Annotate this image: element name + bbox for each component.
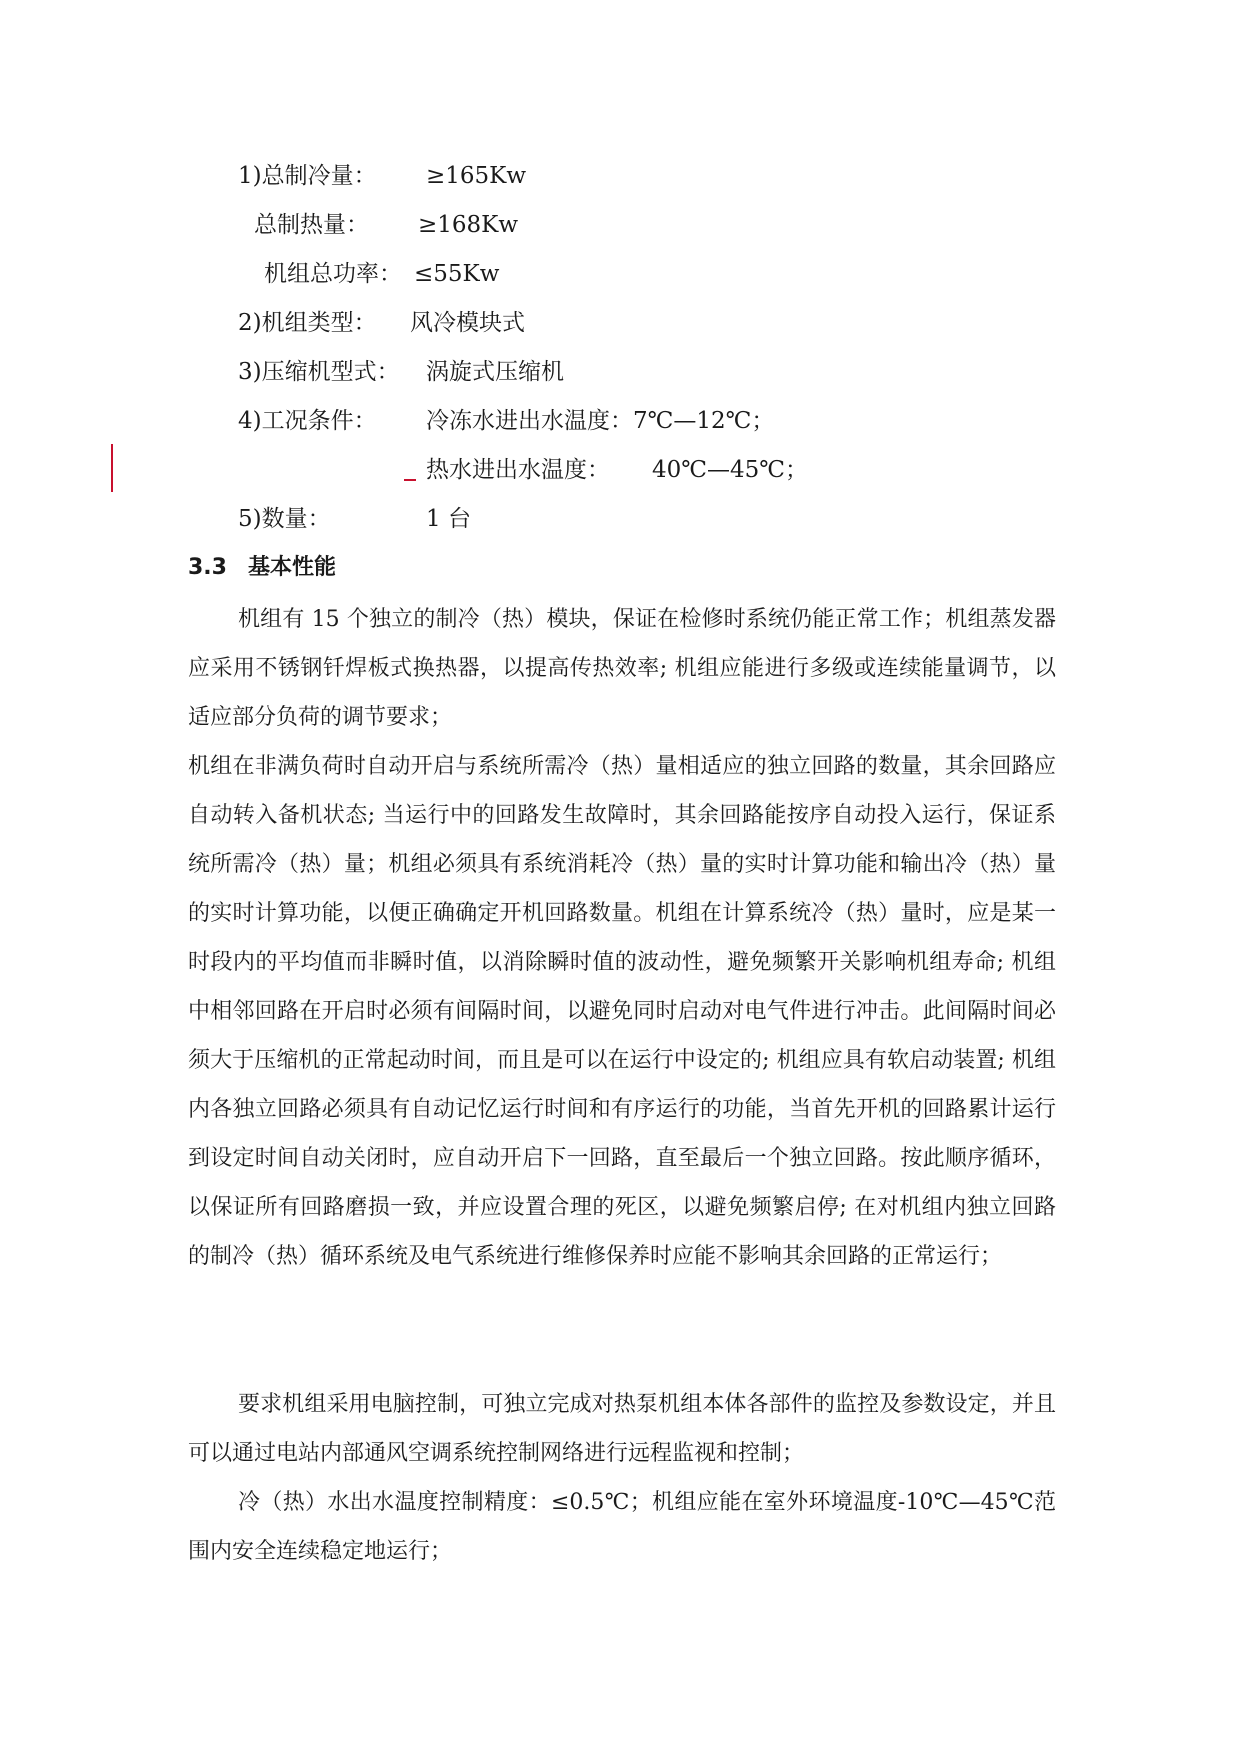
section-number: 3.3: [188, 555, 227, 580]
spec-label: 总制热量：: [254, 212, 369, 238]
paragraph-modules: 机组有 15 个独立的制冷（热）模块，保证在检修时系统仍能正常工作；机组蒸发器应采用不锈钢钎焊板式换热器，以提高传热效率; 机组应能进行多级或连续能量调节，以适应部分负荷的调节要求；: [188, 607, 1056, 730]
spec-label: 5)数量：: [238, 506, 331, 532]
spec-value: ≥165Kw: [426, 163, 527, 189]
spec-value: ≥168Kw: [418, 212, 519, 238]
revision-change-bar: [111, 444, 113, 492]
spec-value: ≤55Kw: [414, 261, 500, 287]
spec-label: 4)工况条件：: [238, 408, 377, 434]
spec-value: 热水进出水温度：: [426, 457, 610, 483]
paragraph-circuit-control: 机组在非满负荷时自动开启与系统所需冷（热）量相适应的独立回路的数量，其余回路应自动转入备机状态; 当运行中的回路发生故障时，其余回路能按序自动投入运行，保证系统所需冷（热）量；机组必须具有系统消耗冷（热）量的实时计算功能和输出冷（热）量的实时计算功能，以便正确确定开机回路数量。机组在计算系统冷（热）量时，应是某一时段内的平均值而非瞬时值，以消除瞬时值的波动性，避免频繁开关影响机组寿命; 机组中相邻回路在开启时必须有间隔时间，以避免同时启动对电气件进行冲击。此间隔时间必须大于压缩机的正常起动时间，而且是可以在运行中设定的; 机组应具有软启动装置; 机组内各独立回路必须具有自动记忆运行时间和有序运行的功能，当首先开机的回路累计运行到设定时间自动关闭时，应自动开启下一回路，直至最后一个独立回路。按此顺序循环，以保证所有回路磨损一致，并应设置合理的死区，以避免频繁启停; 在对机组内独立回路的制冷（热）循环系统及电气系统进行维修保养时应能不影响其余回路的正常运行；: [188, 754, 1056, 1269]
spec-label: 1)总制冷量：: [238, 163, 377, 189]
spec-value: 涡旋式压缩机: [426, 359, 564, 385]
paragraph-computer-control: 要求机组采用电脑控制，可独立完成对热泵机组本体各部件的监控及参数设定，并且可以通过电站内部通风空调系统控制网络进行远程监视和控制；: [188, 1392, 1056, 1466]
spec-label: 机组总功率：: [264, 261, 402, 287]
spec-value: 冷冻水进出水温度：7℃—12℃；: [426, 408, 775, 434]
spec-label: 2)机组类型：: [238, 310, 377, 336]
section-heading: [188, 553, 336, 583]
spec-value: 风冷模块式: [410, 310, 525, 336]
spec-label: 3)压缩机型式：: [238, 359, 400, 385]
spec-value-range: 40℃—45℃；: [652, 457, 808, 483]
section-title: 基本性能: [248, 555, 337, 580]
revision-insertion-mark: [404, 479, 416, 481]
paragraph-temp-precision: 冷（热）水出水温度控制精度：≤0.5℃；机组应能在室外环境温度-10℃—45℃范围内安全连续稳定地运行；: [188, 1490, 1056, 1564]
spec-value: 1 台: [426, 506, 471, 532]
